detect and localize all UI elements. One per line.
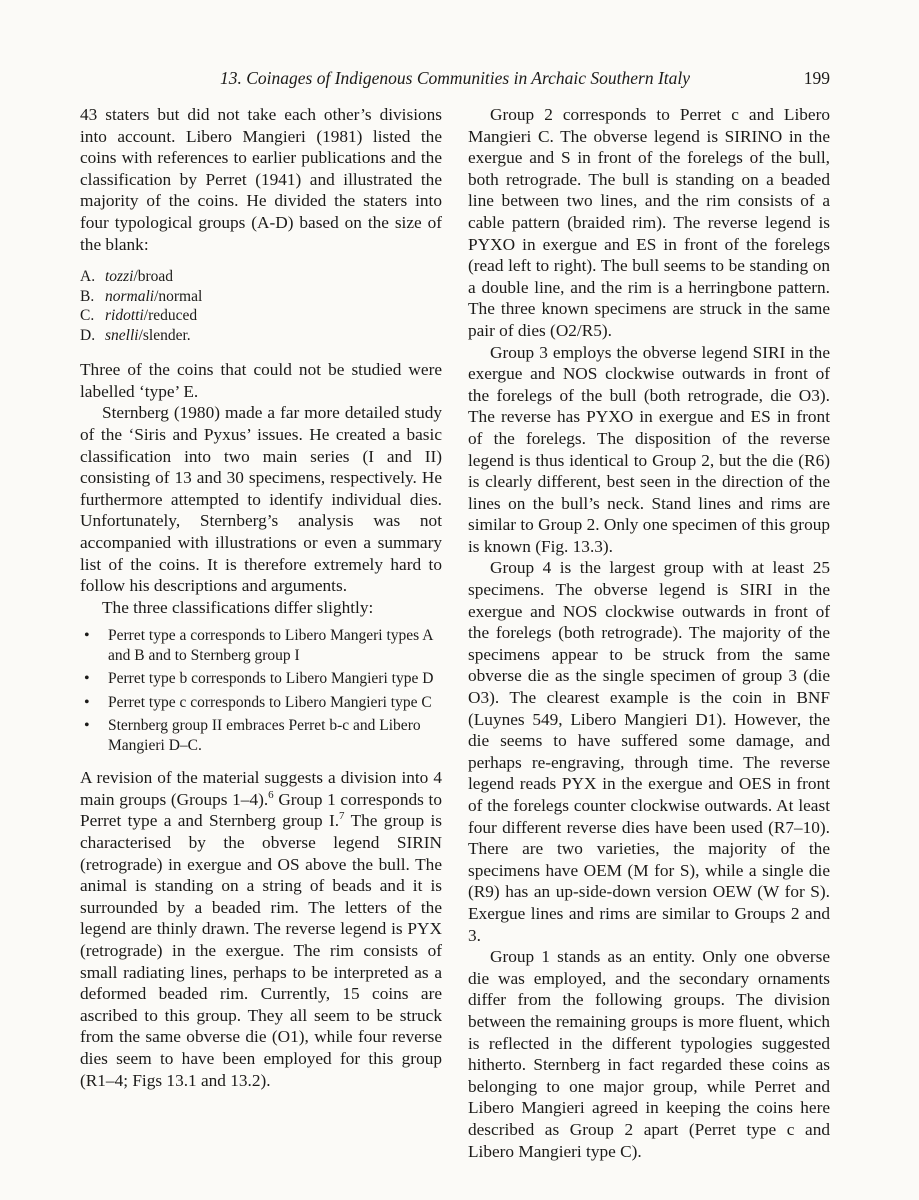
paragraph: The three classifications differ slightly: — [102, 597, 374, 617]
list-marker: A. — [80, 268, 96, 286]
italic-term: snelli — [105, 326, 139, 344]
term-gloss: /broad — [133, 268, 174, 286]
left-column — [80, 104, 442, 1091]
bullet-item: • Perret type c corresponds to Libero Mangieri type C — [80, 693, 442, 713]
bullet-item: • Perret type b corresponds to Libero Mangieri type D — [80, 669, 442, 689]
paragraph: Three of the coins that could not be studied were labelled ‘type’ E. — [80, 360, 442, 401]
footnote-ref[interactable]: 7 — [339, 810, 345, 823]
italic-term: tozzi — [105, 268, 134, 286]
bullet-item: • Sternberg group II embraces Perret b-c and Libero Mangieri D–C. — [80, 716, 442, 755]
list-marker: C. — [80, 307, 95, 325]
paragraph: 43 staters but did not take each other’s divisions into account. Libero Mangieri (1981) listed the coins with references to earlier publications and the classification by Perret (1941) and illustrated the majority of the coins. He divided the staters into four typological groups (A-D) based on the size of the blank: — [80, 105, 442, 254]
page-number: 199 — [803, 68, 830, 88]
term-gloss: /slender. — [138, 326, 191, 344]
paragraph-text: The group is characterised by the obverse legend SIRIN (retrograde) in exergue and OS above the bull. The animal is standing on a string of beads and it is surrounded by a beaded rim. The letters of the legend are thinly drawn. The reverse legend is PYX (retrograde) in the exergue. The rim consists of small radiating lines, perhaps to be interpreted as a deformed beaded rim. Currently, 15 coins are ascribed to this group. They all seem to be struck from the same obverse die (O1), while four reverse dies seem to have been employed for this group (R1–4; Figs 13.1 and 13.2). — [80, 811, 443, 1090]
paragraph: Group 3 employs the obverse legend SIRI in the exergue and NOS clockwise outwards in front of the forelegs of the bull (both retrograde, die O3). The reverse has PYXO in exergue and ES in front of the forelegs. The disposition of the reverse legend is thus identical to Group 2, but the die (R6) is clearly different, best seen in the direction of the lines on the bull’s neck. Stand lines and rims are similar to Group 2. Only one specimen of this group is known (Fig. 13.3). — [468, 342, 830, 556]
term-gloss: /normal — [154, 287, 203, 305]
paragraph: Group 4 is the largest group with at least 25 specimens. The obverse legend is SIRI in the exergue and NOS clockwise outwards in front of the forelegs (both retrograde). The majority of the specimens appear to be struck from the same obverse die as the single specimen of group 3 (die O3). The clearest example is the coin in BNF (Luynes 549, Libero Mangieri D1). However, the die seems to have suffered some damage, and perhaps re-engraving, through time. The reverse legend reads PYX in the exergue and OES in front of the forelegs counter clockwise outwards. At least four different reverse dies have been used (R7–10). There are two varieties, the majority of the specimens have OEM (M for S), while a single die (R9) has an up-side-down version OEW (W for S). Exergue lines and rims are similar to Groups 2 and 3. — [468, 558, 830, 945]
paragraph: Group 1 stands as an entity. Only one obverse die was employed, and the secondary ornaments differ from the following groups. The division between the remaining groups is more fluent, which is reflected in the different typologies suggested hitherto. Sternberg in fact regarded these coins as belonging to one major group, while Perret and Libero Mangieri agreed in keeping the coins here described as Group 2 apart (Perret type c and Libero Mangieri type C). — [468, 947, 830, 1161]
list-item — [80, 306, 442, 326]
list-item — [80, 287, 442, 307]
list-marker: B. — [80, 287, 95, 305]
paragraph-text: Group 1 corresponds to Perret type a and Sternberg group I. — [80, 789, 442, 831]
paragraph — [80, 767, 442, 1091]
italic-term: normali — [105, 287, 155, 305]
running-title: 13. Coinages of Indigenous Communities in Archaic Southern Italy — [220, 68, 691, 88]
bullet-item: • Perret type a corresponds to Libero Mangeri types A and B and to Sternberg group I — [80, 626, 442, 665]
term-gloss: /reduced — [143, 307, 198, 325]
running-header — [80, 64, 830, 94]
right-column — [468, 104, 830, 1162]
list-item — [80, 326, 442, 346]
comparison-list — [80, 626, 442, 755]
list-marker: D. — [80, 326, 96, 344]
footnote-ref[interactable]: 6 — [268, 789, 274, 802]
paragraph: Group 2 corresponds to Perret c and Libero Mangieri C. The obverse legend is SIRINO in the exergue and S in front of the forelegs of the bull, both retrograde. The bull is standing on a beaded line between two lines, and the rim consists of a cable pattern (braided rim). The reverse legend is PYXO in exergue and ES in front of the forelegs (read left to right). The bull seems to be standing on a double line, and the rim is a herringbone pattern. The three known specimens are struck in the same pair of dies (O2/R5). — [468, 105, 830, 340]
typology-list — [80, 267, 442, 345]
list-item — [80, 267, 442, 287]
italic-term: ridotti — [105, 307, 144, 325]
paragraph-text: A revision of the material suggests a division into 4 main groups (Groups 1–4). — [80, 768, 442, 809]
paragraph: Sternberg (1980) made a far more detailed study of the ‘Siris and Pyxus’ issues. He created a basic classification into two main series (I and II) consisting of 13 and 30 specimens, respectively. He furthermore attempted to identify individual dies. Unfortunately, Sternberg’s analysis was not accompanied with illustrations or even a summary list of the coins. It is therefore extremely hard to follow his descriptions and arguments. — [80, 403, 442, 596]
